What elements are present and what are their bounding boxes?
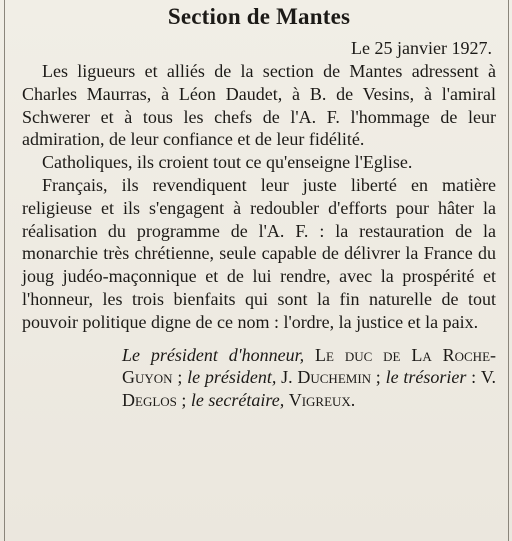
signature-block xyxy=(22,344,496,412)
article xyxy=(22,2,496,412)
separator: ; xyxy=(176,390,187,411)
column-rule-left xyxy=(4,0,5,541)
column-rule-right xyxy=(508,0,509,541)
separator: : xyxy=(466,367,477,388)
honorary-president-name: Le duc de La Roche-Guyon xyxy=(122,344,497,388)
separator: ; xyxy=(371,367,381,388)
paragraph-address: Les ligueurs et alliés de la section de Mantes adressent à Charles Maurras, à Léon Daudet, à B. de Vesins, à l'amiral Schwerer et à tous les chefs de l'A. F. l'hommage de leur admiration, de leur confiance et de leur fidélité. xyxy=(22,61,496,150)
separator: ; xyxy=(172,367,183,388)
paragraph-catholics: Catholiques, ils croient tout ce qu'enseigne l'Eglise. xyxy=(42,152,413,173)
president-name: J. Duchemin xyxy=(281,367,372,388)
secretary-name: Vigreux. xyxy=(288,390,356,411)
treasurer-name: V. Deglos xyxy=(122,367,497,411)
treasurer-role: le trésorier xyxy=(385,367,467,388)
article-title: Section de Mantes xyxy=(167,4,351,29)
president-role: le président, xyxy=(187,367,277,388)
secretary-role: le secrétaire, xyxy=(190,390,285,411)
article-date: Le 25 janvier 1927. xyxy=(351,38,492,58)
paragraph-french: Français, ils revendiquent leur juste liberté en matière religieuse et ils s'engagent à redoubler d'efforts pour hâter la réalisation du programme de l'A. F. : la restauration de la monarchie très chrétienne, seule capable de délivrer la France du joug judéo-maçonnique et de lui rendre, avec la prospérité et l'honneur, les trois bienfaits qui sont la fin naturelle de tout pouvoir politique digne de ce nom : l'ordre, la justice et la paix. xyxy=(22,174,496,332)
honorary-president-role: Le président d'honneur, xyxy=(122,344,305,365)
